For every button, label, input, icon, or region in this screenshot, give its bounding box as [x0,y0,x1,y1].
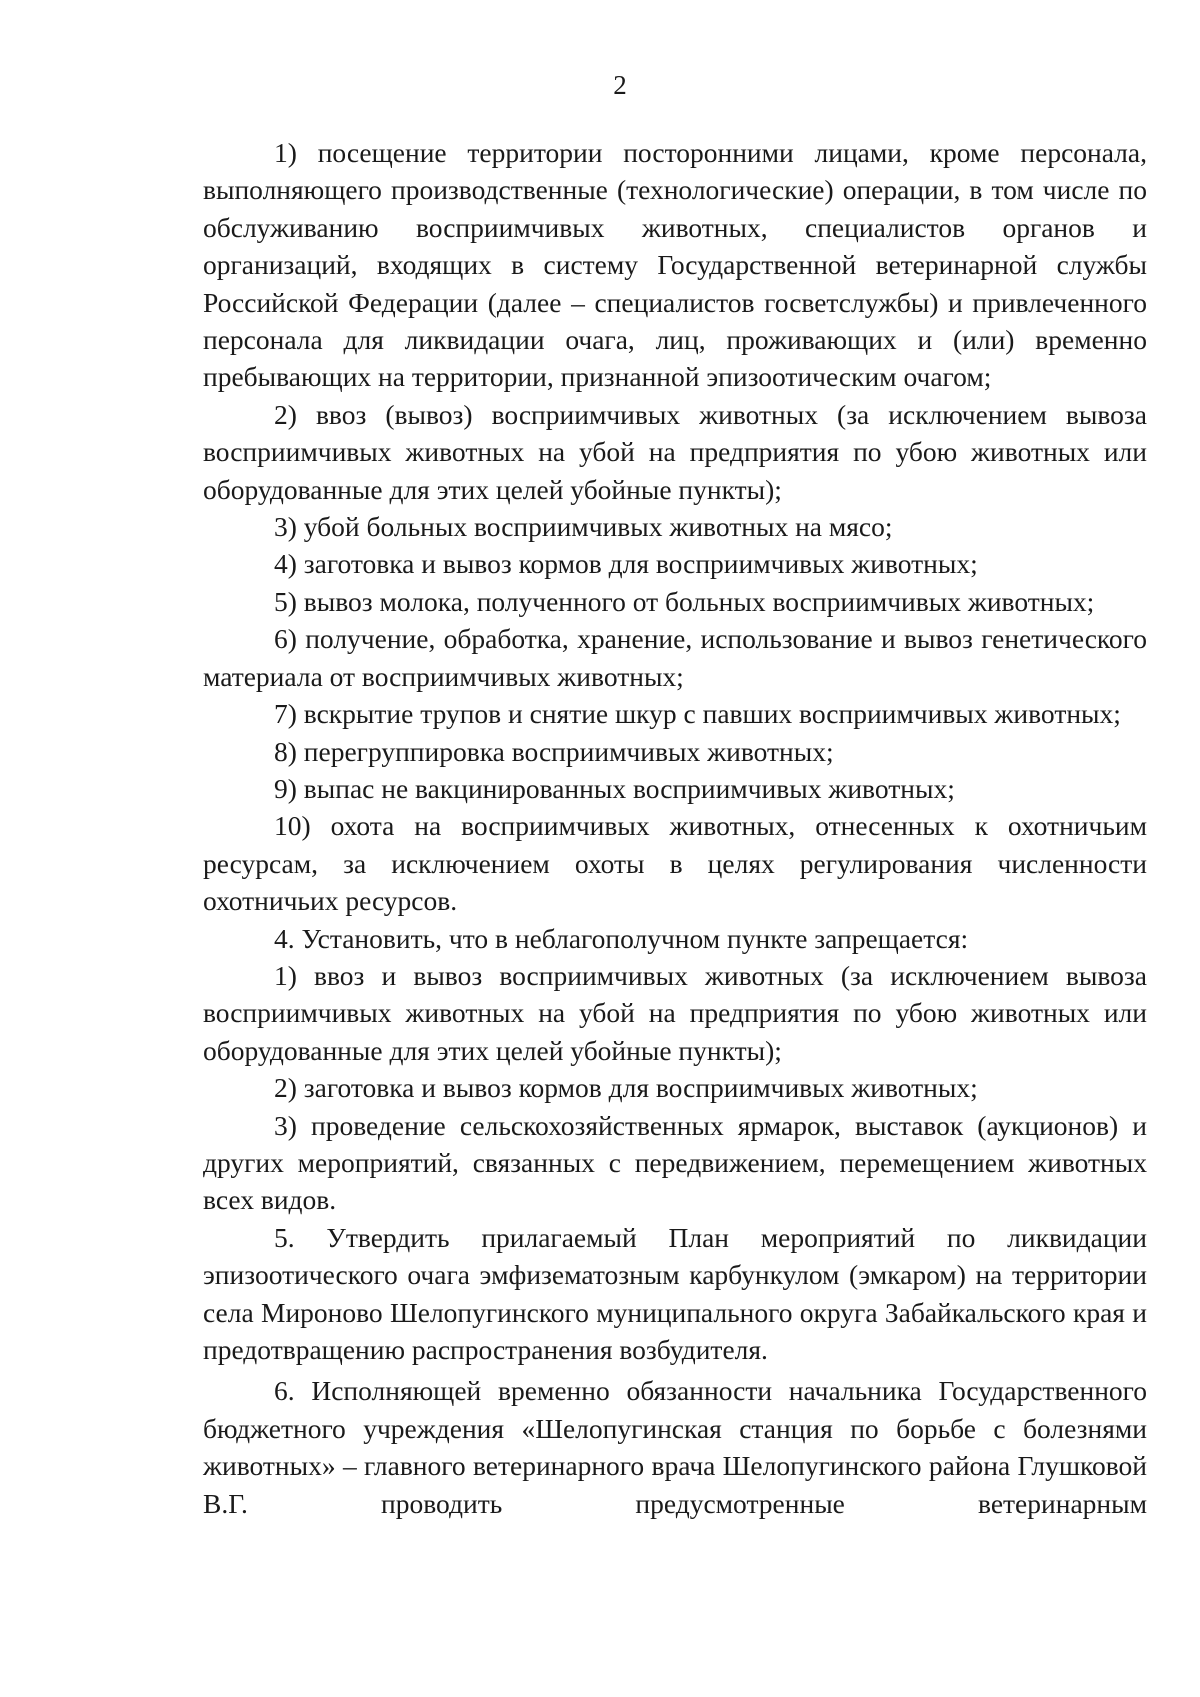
paragraph-item-3-slaughter: 3) убой больных восприимчивых животных на мясо; [274,511,893,543]
paragraph-item-9-grazing: 9) выпас не вакцинированных восприимчивых животных; [274,772,955,804]
page-number: 2 [613,70,627,100]
paragraph-section-4-item-3: 3) проведение сельскохозяйственных ярмарок, выставок (аукционов) и других мероприятий, связанных с передвижением, перемещением животных всех видов. [203,1109,1147,1216]
paragraph-item-5-milk: 5) вывоз молока, полученного от больных восприимчивых животных; [274,585,1095,617]
paragraph-section-4-item-1: 1) ввоз и вывоз восприимчивых животных (за исключением вывоза восприимчивых животных на убой на предприятия по убою животных или оборудованные для этих целей убойные пункты); [203,959,1147,1066]
paragraph-section-6: 6. Исполняющей временно обязанности начальника Государственного бюджетного учреждения «Шелопугинская станция по борьбе с болезнями животных» – главного ветеринарного врача Шелопугинского района Глушковой В.Г. проводить предусмотренные ветеринарным [203,1375,1147,1519]
paragraph-section-4: 4. Установить, что в неблагополучном пункте запрещается: [274,922,969,954]
paragraph-section-4-item-2: 2) заготовка и вывоз кормов для восприимчивых животных; [274,1072,978,1104]
document-body [203,134,1147,1522]
paragraph-item-2-import-export: 2) ввоз (вывоз) восприимчивых животных (за исключением вывоза восприимчивых животных на убой на предприятия по убою животных или оборудованные для этих целей убойные пункты); [203,398,1147,505]
paragraph-item-7-autopsy: 7) вскрытие трупов и снятие шкур с павших восприимчивых животных; [274,698,1121,730]
paragraph-section-5: 5. Утвердить прилагаемый План мероприятий по ликвидации эпизоотического очага эмфизематозным карбункулом (эмкаром) на территории села Мироново Шелопугинского муниципального округа Забайкальского края и предотвращению распространения возбудителя. [203,1221,1147,1365]
paragraph-item-4-feed: 4) заготовка и вывоз кормов для восприимчивых животных; [274,548,978,580]
paragraph-item-10-hunting: 10) охота на восприимчивых животных, отнесенных к охотничьим ресурсам, за исключением охоты в целях регулирования численности охотничьих ресурсов. [203,810,1147,917]
paragraph-item-6-genetic-material: 6) получение, обработка, хранение, использование и вывоз генетического материала от восприимчивых животных; [203,623,1147,692]
paragraph-item-1-visitors: 1) посещение территории посторонними лицами, кроме персонала, выполняющего производственные (технологические) операции, в том числе по обслуживанию восприимчивых животных, специалистов органов и организаций, входящих в систему Государственной ветеринарной службы Российской Федерации (далее – специалистов госветслужбы) и привлеченного персонала для ликвидации очага, лиц, проживающих и (или) временно пребывающих на территории, признанной эпизоотическим очагом; [203,137,1147,393]
paragraph-item-8-regrouping: 8) перегруппировка восприимчивых животных; [274,735,834,767]
